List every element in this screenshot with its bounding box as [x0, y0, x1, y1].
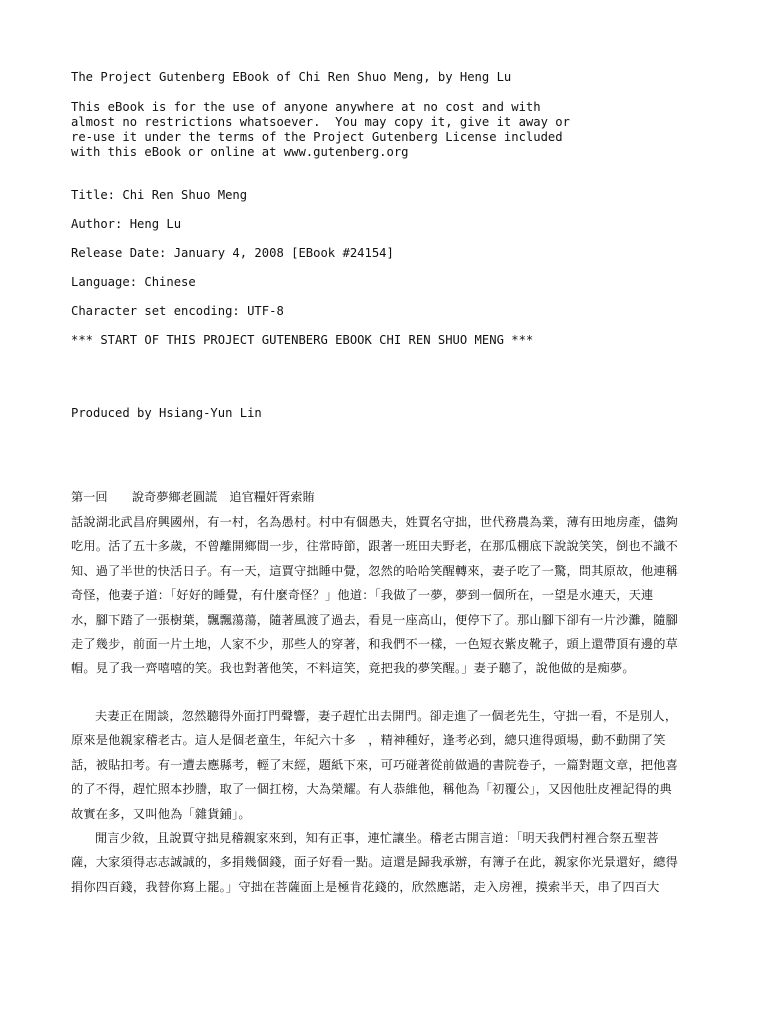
paragraph-line: 帽。見了我一齊嘻嘻的笑。我也對著他笑，不料這笑，竟把我的夢笑醒。」妻子聽了，說他做的是痴夢。 [71, 661, 635, 676]
paragraph-line: 故實在多，又叫他為「雜貨鋪」。 [71, 806, 251, 821]
chapter-paragraph-1 [71, 510, 689, 681]
chapter-paragraph-2 [71, 704, 689, 826]
book-author: Author: Heng Lu [71, 217, 182, 231]
paragraph-line: 閒言少敘，且說賈守拙見稽親家來到，知有正事，連忙讓坐。稽老古開言道：「明天我們村裡合祭五聖菩 [95, 831, 659, 845]
paragraph-line: 的了不得，趕忙照本抄謄，取了一個扛榜，大為榮耀。有人恭維他，稱他為「初覆公」，又因他肚皮裡記得的典 [71, 782, 672, 797]
paragraph-line: 話說湖北武昌府興國州，有一村，名為愚村。村中有個愚夫，姓賈名守拙，世代務農為業，薄有田地房產，儘夠 [71, 515, 678, 529]
paragraph-line: 知、過了半世的快活日子。有一天，這賈守拙睡中覺，忽然的哈哈笑醒轉來，妻子吃了一驚，問其原故，他連稱 [71, 563, 678, 578]
license-line: This eBook is for the use of anyone anywhere at no cost and with [71, 100, 541, 114]
release-date: Release Date: January 4, 2008 [EBook #24154] [71, 246, 394, 260]
chapter-paragraph-3 [71, 826, 689, 899]
paragraph-line: 話，被貼扣考。有一遭去應縣考，輕了末經，題紙下來，可巧碰著從前做過的書院卷子，一篇對題文章，把他喜 [71, 757, 678, 772]
chapter-heading: 第一回 說奇夢鄉老圓謊 追官糧奸胥索賄 [71, 490, 315, 504]
start-marker: *** START OF THIS PROJECT GUTENBERG EBOOK CHI REN SHUO MENG *** [71, 333, 534, 347]
license-line: re-use it under the terms of the Project Gutenberg License included [71, 130, 563, 144]
ebook-title-line: The Project Gutenberg EBook of Chi Ren Shuo Meng, by Heng Lu [71, 70, 512, 84]
paragraph-line: 薩，大家須得志志誠誠的，多捐幾個錢，面子好看一點。這還是歸我承辦，有簿子在此，親家你光景還好，總得 [71, 855, 678, 870]
paragraph-line: 夫妻正在閒談，忽然聽得外面打門聲響，妻子趕忙出去開門。卻走進了一個老先生，守拙一看，不是別人， [95, 709, 678, 723]
produced-by: Produced by Hsiang-Yun Lin [71, 406, 262, 420]
paragraph-line: 吃用。活了五十多歲，不曾離開鄉間一步，往常時節，跟著一班田夫野老，在那瓜棚底下說說笑笑，倒也不識不 [71, 539, 678, 554]
paragraph-line: 捐你四百錢，我替你寫上罷。」守拙在菩薩面上是極肯花錢的，欣然應諾，走入房裡，摸索半天，串了四百大 [71, 879, 660, 894]
paragraph-line: 奇怪，他妻子道：「好好的睡覺，有什麼奇怪？」他道：「我做了一夢，夢到一個所在，一望是水連天，天連 [71, 588, 654, 603]
paragraph-line: 原來是他親家稽老古。這人是個老童生，年紀六十多 ，精神種好，逢考必到，總只進得頭場，動不動開了笑 [71, 733, 666, 748]
license-line: with this eBook or online at www.gutenberg.org [71, 145, 409, 159]
paragraph-line: 走了幾步，前面一片土地，人家不少，那些人的穿著，和我們不一樣，一色短衣紫皮靴子，頭上還帶頂有邊的草 [71, 637, 678, 652]
charset-encoding: Character set encoding: UTF-8 [71, 304, 284, 318]
book-language: Language: Chinese [71, 275, 196, 289]
paragraph-line: 水，腳下踏了一張樹葉，飄飄蕩蕩，隨著風渡了過去，看見一座高山，便停下了。那山腳下卻有一片沙灘，隨腳 [71, 612, 678, 627]
license-line: almost no restrictions whatsoever. You may copy it, give it away or [71, 115, 570, 129]
book-title: Title: Chi Ren Shuo Meng [71, 188, 248, 202]
